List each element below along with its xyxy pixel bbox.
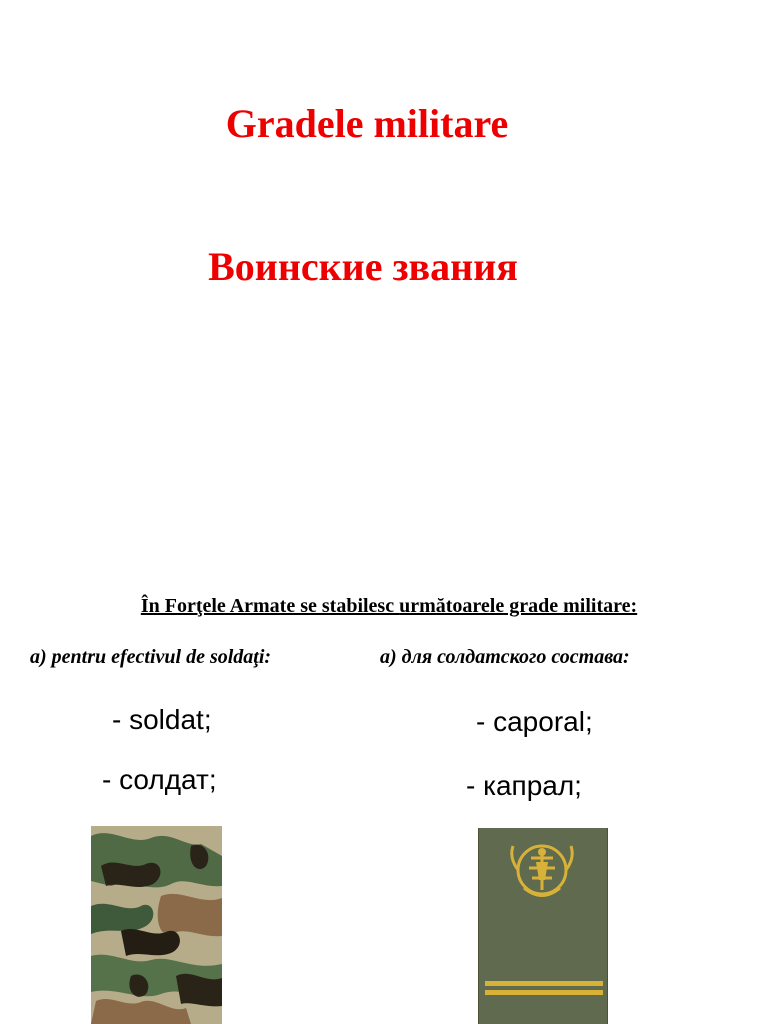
rank-caporal-romanian: - caporal; [476,706,593,737]
rank-stripe [485,990,603,995]
intro-sentence [0,595,768,618]
rank-soldat-russian: - солдат; [102,764,217,795]
rank-soldat-romanian: - soldat; [112,704,212,735]
rank-stripe [485,981,603,986]
subheading-romanian: a) pentru efectivul de soldaţi: [30,646,272,668]
camo-pattern [91,826,222,1024]
title-russian: Воинские звания [208,244,518,289]
caporal-insignia [479,828,608,1024]
intro-part-2: următoarele grade militare: [399,595,638,617]
soldier-shoulder-board-camo [91,826,222,1024]
subheading-russian: а) для солдатского состава: [380,646,630,668]
intro-part-1: În Forţele Armate se stabilesc [140,595,400,617]
caporal-shoulder-board [478,828,608,1024]
title-romanian: Gradele militare [225,101,509,146]
rank-caporal-russian: - капрал; [466,770,582,801]
